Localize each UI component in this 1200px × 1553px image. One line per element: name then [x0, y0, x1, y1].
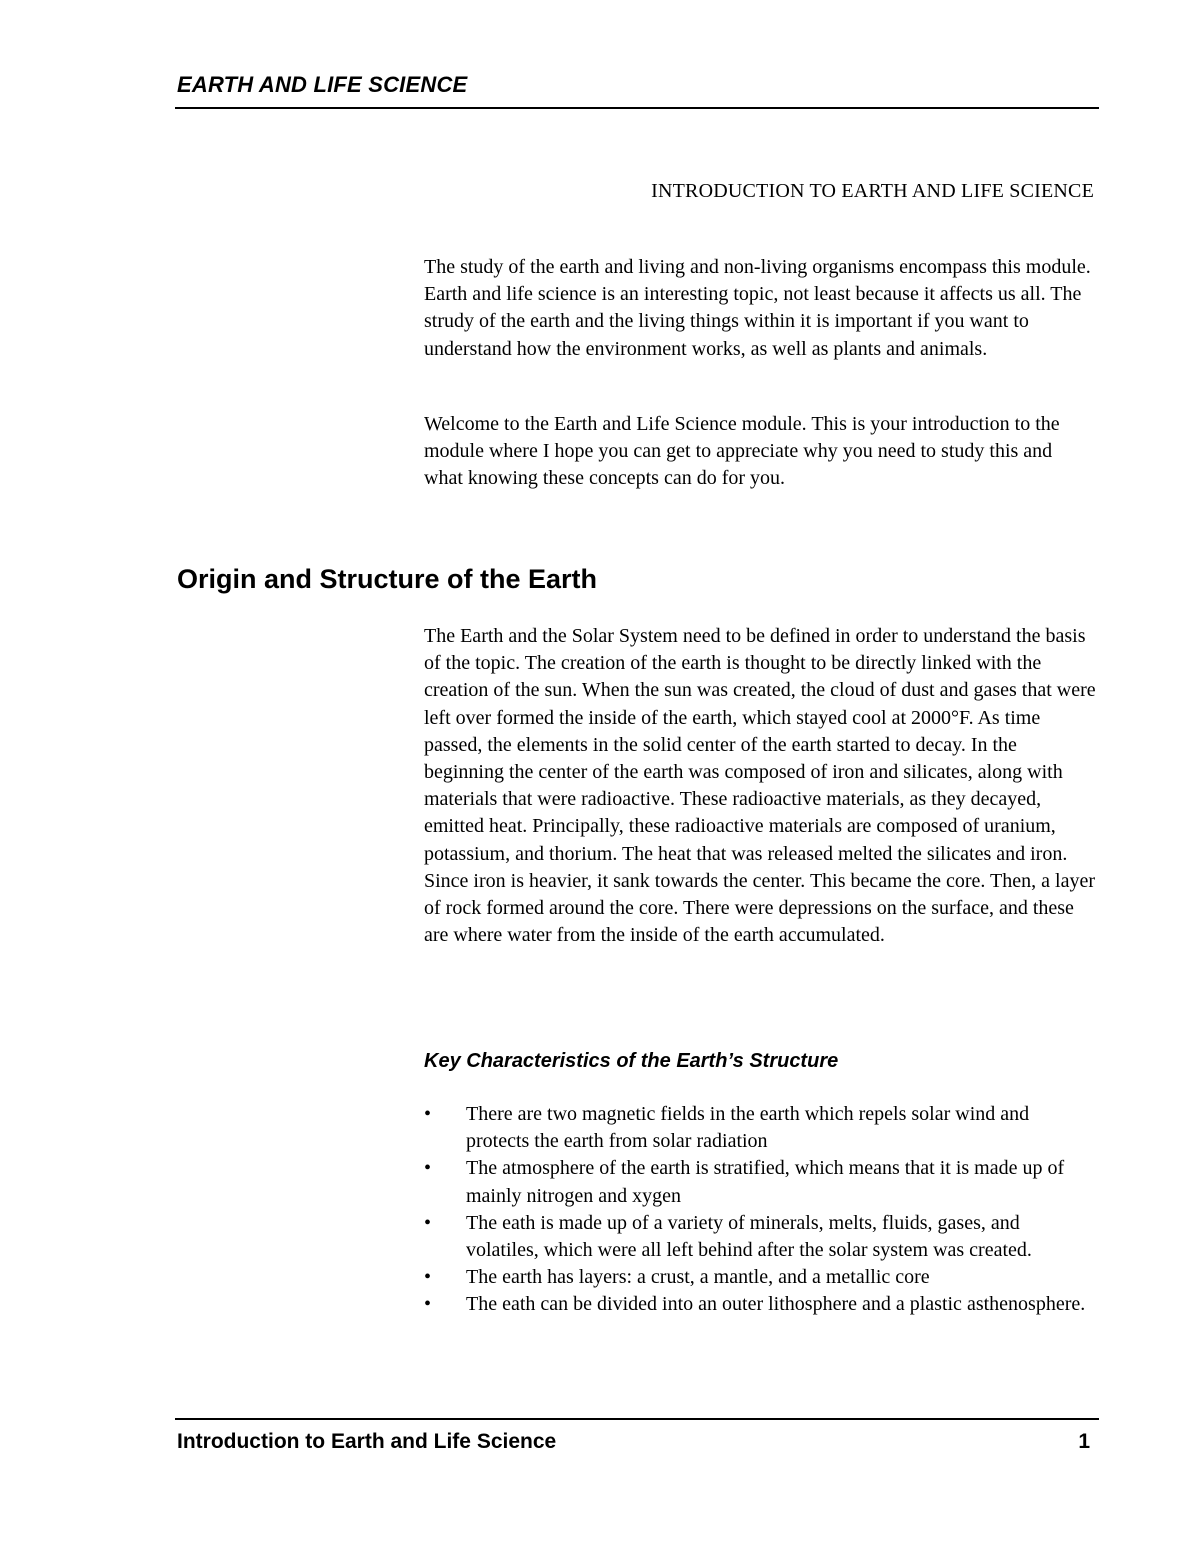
list-item-text: The eath is made up of a variety of minerals, melts, fluids, gases, and volatiles, which were all left behind after the solar system was created. — [466, 1211, 1032, 1262]
bullet-icon: • — [424, 1293, 432, 1316]
intro-title: INTRODUCTION TO EARTH AND LIFE SCIENCE — [651, 180, 1094, 202]
page-number: 1 — [1078, 1430, 1090, 1453]
list-item — [424, 1210, 1096, 1264]
intro-paragraph-2 — [424, 411, 1096, 493]
list-item — [424, 1264, 1096, 1291]
running-header: EARTH AND LIFE SCIENCE — [177, 72, 468, 97]
bullet-icon: • — [424, 1266, 432, 1289]
key-characteristics-list — [424, 1101, 1096, 1319]
header-rule — [175, 107, 1099, 109]
list-item-text: The eath can be divided into an outer lithosphere and a plastic asthenosphere. — [466, 1293, 1086, 1316]
list-item-text: There are two magnetic fields in the earth which repels solar wind and protects the earth from solar radiation — [466, 1103, 1030, 1153]
list-item — [424, 1101, 1096, 1155]
section-paragraph-text: The Earth and the Solar System need to be defined in order to understand the basis of the topic. The creation of the earth is thought to be directly linked with the creation of the sun. When the sun was created, the cloud of dust and gases that were left over formed the inside of the earth, which stayed cool at 2000°F. As time passed, the elements in the solid center of the earth started to decay. In the beginning the center of the earth was composed of iron and silicates, along with materials that were radioactive. These radioactive materials, as they decayed, emitted heat. Principally, these radioactive materials are composed of uranium, potassium, and thorium. The heat that was released melted the silicates and iron. Since iron is heavier, it sank towards the center. This became the core. Then, a layer of rock formed around the core. There were depressions on the surface, and these are where water from the inside of the earth accumulated. — [424, 625, 1096, 947]
bullet-icon: • — [424, 1157, 432, 1180]
intro-paragraph-1 — [424, 254, 1096, 363]
footer-title: Introduction to Earth and Life Science — [177, 1430, 557, 1453]
key-characteristics-subheading: Key Characteristics of the Earth’s Structure — [424, 1050, 839, 1072]
section-paragraph — [424, 623, 1096, 949]
list-item-text: The atmosphere of the earth is stratified, which means that it is made up of mainly nitrogen and xygen — [466, 1157, 1065, 1207]
bullet-icon: • — [424, 1103, 432, 1125]
bullet-icon: • — [424, 1211, 432, 1234]
intro-paragraph-1-text: The study of the earth and living and non-living organisms encompass this module. Earth and life science is an interesting topic, not least because it affects us all. The strudy of the earth and the living things within it is important if you want to understand how the environment works, as well as plants and animals. — [424, 256, 1091, 360]
intro-paragraph-2-text: Welcome to the Earth and Life Science module. This is your introduction to the module where I hope you can get to appreciate why you need to study this and what knowing these concepts can do for you. — [424, 413, 1060, 490]
list-item — [424, 1291, 1096, 1318]
section-heading: Origin and Structure of the Earth — [177, 564, 598, 594]
list-item-text: The earth has layers: a crust, a mantle, and a metallic core — [466, 1266, 930, 1289]
list-item — [424, 1155, 1096, 1209]
footer-rule — [175, 1418, 1099, 1420]
